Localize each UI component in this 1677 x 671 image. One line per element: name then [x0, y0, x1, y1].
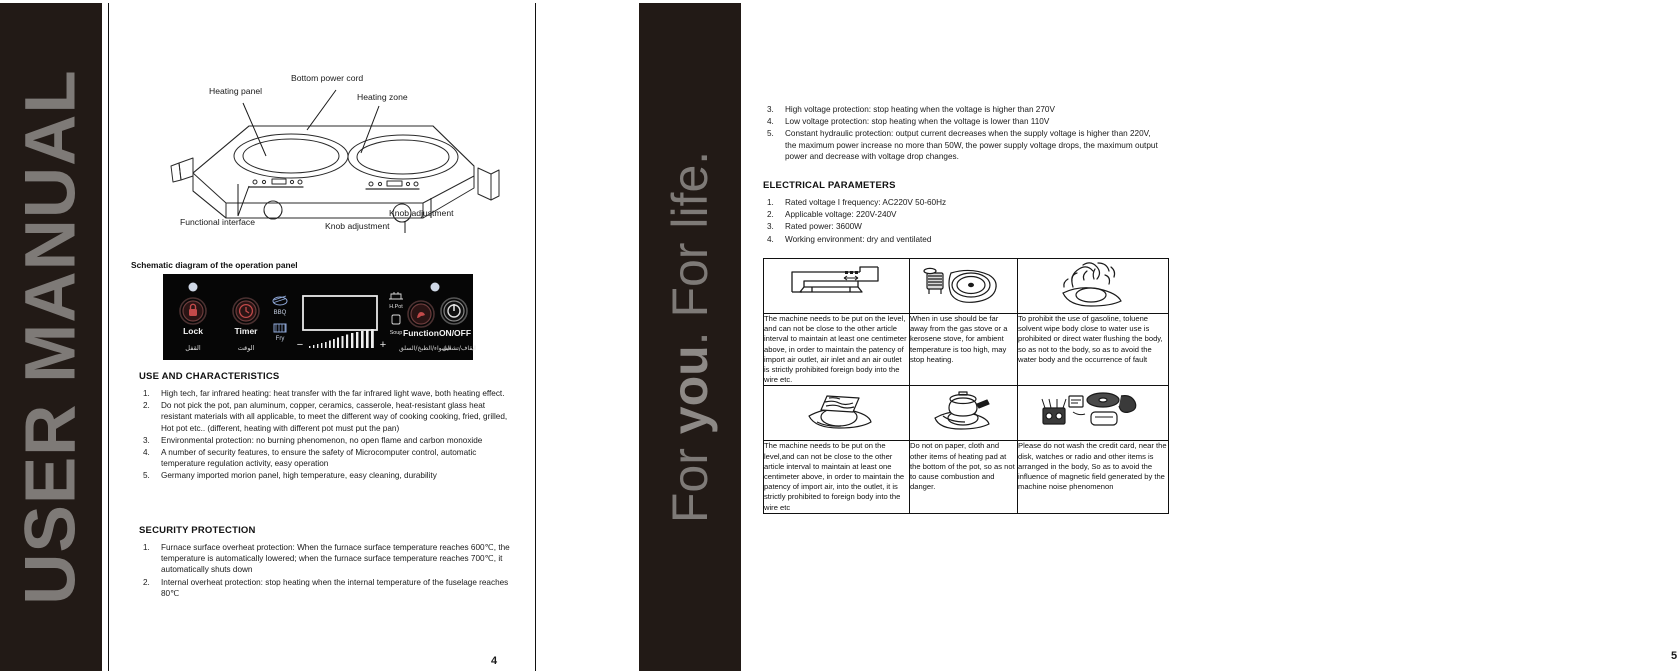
fry-label: Fry: [275, 336, 285, 342]
safety-precautions-table: [763, 258, 1168, 514]
table-row-images-2: [764, 386, 1169, 441]
bbq-label: BBQ: [273, 310, 287, 316]
table-row-images-1: [764, 259, 1169, 314]
timer-label-ar: الوقت: [237, 344, 255, 352]
page-number-left: 4: [491, 655, 498, 667]
use-item-3: 3. Environmental protection: no burning phenomenon, no open flame and carbon monoxide: [143, 435, 483, 445]
label-functional-interface: Functional interface: [180, 217, 255, 227]
soup-label: Soup: [389, 330, 403, 336]
security-item-1: 1. Furnace surface overheat protection: When the furnace surface temperature reaches 600℃, the temperature is automatically lowered; when the furnace surface temperature reaches 700℃, it automatically shuts down: [143, 543, 510, 575]
led-left: [189, 283, 198, 292]
lock-button-glyph: [180, 298, 206, 324]
onoff-label: ON/OFF: [438, 328, 472, 338]
spine-title-user-manual: USER MANUAL: [11, 69, 91, 605]
function-label: Function: [403, 328, 439, 338]
spine-tagline: [661, 151, 719, 523]
function-button-glyph: [408, 301, 434, 327]
cell-icon-cloth-on-plate: [764, 386, 910, 441]
product-illustration: [131, 58, 511, 243]
label-heating-zone: Heating zone: [357, 92, 408, 102]
protection-item-4: 4. Low voltage protection: stop heating when the voltage is lower than 110V: [767, 117, 1050, 127]
security-section-title: SECURITY PROTECTION: [139, 525, 256, 536]
left-page-rule: [108, 3, 109, 671]
timer-label: Timer: [234, 326, 258, 336]
cell-icon-water-splash: [1018, 259, 1169, 314]
function-label-ar: الشواء/الطبخ/السلق: [399, 345, 451, 352]
lcd-display: [303, 296, 377, 330]
timer-button-glyph: [233, 298, 259, 324]
tagline-part-bold: you: [662, 345, 718, 435]
electrical-item-3: 3. Rated power: 3600W: [767, 222, 862, 232]
right-spine-bar: [639, 3, 741, 671]
use-section-title: USE AND CHARACTERISTICS: [139, 371, 280, 382]
electrical-parameters-section: [763, 180, 1163, 246]
cell-text-cloth-on-plate: The machine needs to be put on the level,and can not be close to the other article interval to maintain at least one centimeter above, in order to maintain the patency of import air, into the outlet, it is strictly prohibited to foreign body into the wire etc: [764, 441, 910, 513]
label-bottom-power-cord: Bottom power cord: [291, 73, 364, 83]
tagline-part-2: . For life.: [662, 150, 718, 346]
tagline-part-1: For: [662, 434, 718, 524]
protection-item-3: 3. High voltage protection: stop heating when the voltage is higher than 270V: [767, 105, 1055, 114]
right-page-rule: [535, 3, 536, 671]
use-item-1: 1. High tech, far infrared heating: heat transfer with the far infrared light wave, both heating effect.: [143, 389, 505, 398]
use-and-characteristics-section: [139, 371, 511, 483]
use-item-2: 2. Do not pick the pot, pan aluminum, copper, ceramics, casserole, heat-resistant glass heat resistant materials with all applicable, to meet the different way of cooking cooking, fried, grilled, Hot pot etc.. (different, heating with different pot must put the pan): [143, 401, 508, 433]
left-page: [0, 0, 535, 671]
electrical-item-4: 4. Working environment: dry and ventilated: [767, 234, 932, 244]
electrical-item-2: 2. Applicable voltage: 220V-240V: [767, 210, 897, 220]
electrical-section-list: [763, 197, 1163, 245]
label-knob-adjustment-side: Knob adjustment: [389, 208, 454, 218]
minus-label: −: [296, 339, 304, 351]
cell-text-magnetic-items: Please do not wash the credit card, near the disk, watches or radio and other items is arranged in the body, So as to avoid the influence of magnetic field generated by the machine noise phenomenon: [1018, 441, 1169, 513]
table-row-text-1: [764, 314, 1169, 386]
cell-icon-clearance: [764, 259, 910, 314]
lock-label: Lock: [183, 326, 203, 336]
right-page-content: [763, 0, 1677, 671]
use-item-5: 5. Germany imported morion panel, high temperature, easy cleaning, durability: [143, 471, 437, 481]
cell-icon-pot-on-paper: [910, 386, 1018, 441]
right-page: [535, 0, 1677, 671]
label-heating-panel: Heating panel: [209, 86, 263, 96]
led-right: [431, 283, 440, 292]
label-knob-adjustment-front: Knob adjustment: [325, 221, 390, 231]
electrical-section-title: ELECTRICAL PARAMETERS: [763, 180, 896, 191]
electrical-item-1: 1. Rated voltage I frequency: AC220V 50-60Hz: [767, 198, 947, 207]
security-item-2: 2. Internal overheat protection: stop heating when the internal temperature of the fuselage reaches 80℃: [143, 577, 509, 598]
cell-icon-magnetic-items: [1018, 386, 1169, 441]
security-protection-section: [139, 525, 511, 600]
use-item-4: 4. A number of security features, to ensure the safety of Microcomputer control, automatic temperature regulation activity, easy operation: [143, 448, 477, 469]
plus-label: +: [379, 339, 387, 351]
protection-item-5: 5. Constant hydraulic protection: output current decreases when the supply voltage is higher than 220V, the maximum power increase no more than 50W, the power supply voltage drops, the maximum output power and decrease with voltage drop changes.: [767, 129, 1158, 161]
hpot-label: H.Pot: [389, 304, 403, 310]
onoff-label-ar: ايقاف/تشغيل: [442, 345, 476, 352]
table-row-text-2: [764, 441, 1169, 513]
cell-text-water-splash: To prohibit the use of gasoline, toluene solvent wipe body close to water use is prohibited or direct water flushing the body, so as not to the body, so as to avoid the water body and the occurrence of fault: [1018, 314, 1169, 386]
cell-icon-gas-stove: [910, 259, 1018, 314]
left-spine-bar: [0, 3, 102, 671]
left-page-content: [131, 0, 511, 671]
operation-panel-schematic: [163, 274, 476, 360]
use-section-list: [139, 388, 511, 482]
onoff-button-glyph: [441, 298, 467, 324]
page-number-right: 5: [1671, 650, 1677, 662]
panel-caption: Schematic diagram of the operation panel: [131, 260, 298, 270]
lock-label-ar: القفل: [185, 344, 201, 352]
cell-text-clearance: The machine needs to be put on the level, and can not be close to the other article interval to maintain at least one centimeter above, in order to maintain the patency of import air outlet, air inlet and an air outlet is strictly prohibited foreign body into the wire etc.: [764, 314, 910, 386]
cell-text-gas-stove: When in use should be far away from the gas stove or a kerosene stove, for ambient temperature is too high, may stop heating.: [910, 314, 1018, 386]
protection-continued-list: [763, 104, 1163, 163]
security-section-list: [139, 542, 511, 599]
cell-text-pot-on-paper: Do not on paper, cloth and other items of heating pad at the bottom of the pot, so as not to cause combustion and danger.: [910, 441, 1018, 513]
